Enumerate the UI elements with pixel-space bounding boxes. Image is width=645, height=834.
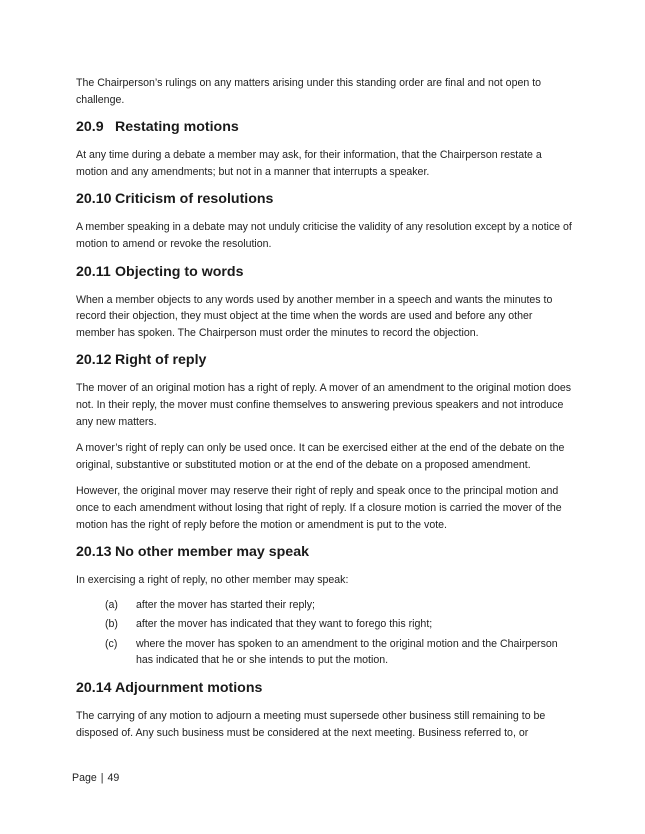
footer-separator: | [100,772,104,784]
section-heading [76,263,572,281]
section-number: 20.9 [76,119,104,136]
page-content [76,75,572,751]
section-heading [76,679,572,697]
section-number: 20.11 [76,263,111,280]
lettered-list [76,597,572,669]
paragraph: The carrying of any motion to adjourn a meeting must supersede other business still remaining to be disposed of. Any such business must be considered at the next meeting. Business referred to, or [76,710,546,739]
section-title: Adjournment motions [115,680,263,697]
list-item [76,597,572,614]
page-footer [72,772,119,784]
section-heading [76,543,572,561]
paragraph: The mover of an original motion has a right of reply. A mover of an amendment to the original motion does not. In their reply, the mover must confine themselves to answering previous speakers and not introduce any new matters. [76,382,572,428]
section-number: 20.12 [76,352,112,369]
section-title: Criticism of resolutions [115,191,274,208]
list-item-text: where the mover has spoken to an amendment to the original motion and the Chairperson has indicated that he or she intends to put the motion. [136,637,558,667]
section-number: 20.14 [76,680,112,697]
section-heading [76,118,572,136]
section-title: No other member may speak [115,544,309,561]
paragraph: In exercising a right of reply, no other member may speak: [76,574,349,587]
paragraph: A mover’s right of reply can only be used once. It can be exercised either at the end of the debate on the original, substantive or substituted motion or at the end of the debate on a proposed amendment. [76,442,565,471]
list-item-label: (a) [105,598,118,611]
paragraph: A member speaking in a debate may not unduly criticise the validity of any resolution except by a notice of motion to amend or revoke the resolution. [76,221,572,250]
list-item-label: (c) [105,637,118,650]
list-item-label: (b) [105,618,118,631]
section-number: 20.10 [76,191,112,208]
footer-page-number: 49 [107,772,120,784]
list-item [76,636,572,669]
paragraph: When a member objects to any words used by another member in a speech and wants the minutes to record their objection, they must object at the time when the words are used and before any other member has spoken. The Chairperson must order the minutes to record the objection. [76,293,553,339]
footer-page-label: Page [72,772,97,784]
section-heading [76,351,572,369]
list-item-text: after the mover has indicated that they want to forego this right; [136,618,433,631]
list-item-text: after the mover has started their reply; [136,598,315,611]
list-item [76,616,572,633]
paragraph: The Chairperson’s rulings on any matters arising under this standing order are final and not open to challenge. [76,77,542,106]
section-heading [76,190,572,208]
section-title: Right of reply [115,352,207,369]
section-title: Objecting to words [115,263,244,280]
section-number: 20.13 [76,544,112,561]
paragraph: At any time during a debate a member may ask, for their information, that the Chairperson restate a motion and any amendments; but not in a manner that interrupts a speaker. [76,149,542,178]
section-title: Restating motions [115,119,239,136]
paragraph: However, the original mover may reserve their right of reply and speak once to the principal motion and once to each amendment without losing that right of reply. If a closure motion is carried the mover of the motion has the right of reply before the motion or amendment is put to the vote. [76,485,562,531]
